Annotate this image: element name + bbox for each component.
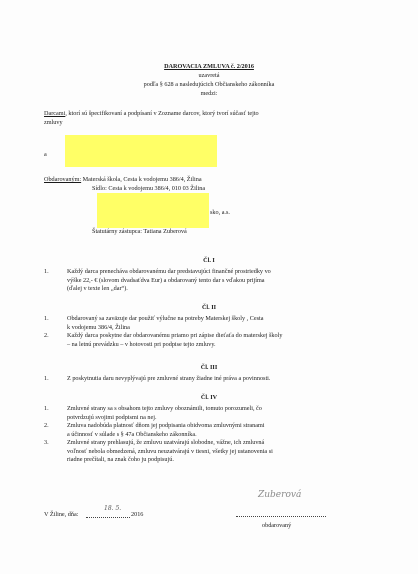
- recipient-line: [44, 176, 202, 184]
- recipient-label: Obdarovaným:: [44, 176, 82, 183]
- donors-label: Darcami: [44, 110, 66, 117]
- bank-partial: sko, a.s.: [210, 209, 230, 216]
- section-heading: Čl. III: [200, 364, 218, 371]
- section-heading: Čl. I: [203, 257, 215, 264]
- redaction-highlight: [97, 193, 209, 228]
- item-number: 3.: [44, 439, 49, 446]
- statutory-rep: Štatutárny zástupca: Tatiana Zuberová: [92, 228, 187, 235]
- item-text-line: Každý darca poskytne dar obdarovanému priamo pri zápise dieťaťa do materskej školy: [67, 332, 283, 339]
- item-text-line: (ďalej v texte len „dar“).: [67, 285, 128, 292]
- subtitle-concluded: uzavretá: [198, 72, 220, 79]
- signature-handwritten: Zuberová: [258, 490, 302, 500]
- item-text-line: voľnosť nebola obmedzená, zmluvu neuzatvárajú v tiesni, všetky jej ustanovenia si: [67, 447, 273, 455]
- item-text-line: Obdarovaný sa zaväzuje dar použiť výlučne na potreby Materskej školy , Cesta: [67, 315, 264, 322]
- item-text-line: Zmluvné strany sa s obsahom tejto zmluvy oboznámili, tomuto porozumeli, čo: [67, 405, 262, 412]
- date-dotted-line: [86, 517, 130, 518]
- recipient-seat: Sídlo: Cesta k vodojemu 386/4, 010 03 Žilina: [92, 185, 206, 192]
- item-text-line: – na letnú prevádzku – v hotovosti pri podpise tejto zmluvy.: [67, 340, 216, 348]
- item-number: 1.: [44, 375, 49, 382]
- item-number: 2.: [44, 422, 49, 429]
- signature-dotted-line: [236, 516, 326, 517]
- donors-text-cont: zmluvy: [44, 119, 63, 126]
- recipient-name: Materská škola, Cesta k vodojemu 386/4, Žilina: [82, 176, 202, 183]
- place-date-prefix: V Žiline, dňa:: [44, 511, 79, 518]
- item-text-line: potvrdzujú svojimi podpismi na nej.: [67, 413, 157, 421]
- item-text-line: Zmluva nadobúda platnosť dňom jej podpisania obidvoma zmluvnými stranami: [67, 422, 265, 429]
- subtitle-law: podľa § 628 a nasledujúcich Občianskeho zákonníka: [143, 81, 275, 88]
- and-label: a: [44, 151, 47, 158]
- redaction-highlight: [65, 135, 217, 167]
- item-number: 2.: [44, 332, 49, 339]
- item-text-line: k vodojemu 386/4, Žilina: [67, 323, 130, 331]
- date-handwritten: 18. 5.: [104, 505, 122, 512]
- section-heading: Čl. II: [201, 304, 217, 311]
- item-text-line: riadne prečítali, na znak čoho ju podpisujú.: [67, 456, 174, 463]
- item-text-line: Každý darca prenecháva obdarovanému dar predstavujúci finančné prostriedky vo: [67, 268, 271, 275]
- section-heading: Čl. IV: [200, 394, 218, 401]
- date-year: 2016: [131, 511, 144, 518]
- donors-text: , ktorí sú špecifikovaní a podpísaní v Zozname darcov, ktorý tvorí súčasť tejto: [65, 110, 259, 117]
- item-text-line: Z poskytnutia daru nevyplývajú pre zmluvné strany žiadne iné práva a povinnosti.: [67, 375, 271, 382]
- item-text-line: výške 22,- € (slovom dvadsaťdva Eur) a obdarovaný tento dar s vďakou prijíma: [67, 276, 265, 284]
- signature-label: obdarovaný: [262, 522, 292, 529]
- item-number: 1.: [44, 405, 49, 412]
- subtitle-between: medzi:: [200, 90, 218, 97]
- item-text-line: a účinnosť v súlade s § 47a Občianskeho zákonníka.: [67, 430, 197, 438]
- item-number: 1.: [44, 268, 49, 275]
- donors-line: [44, 110, 259, 118]
- contract-title: DAROVACIA ZMLUVA č. 2/2016: [164, 63, 254, 70]
- item-number: 1.: [44, 315, 49, 322]
- item-text-line: Zmluvné strany prehlasujú, že zmluvu uzatvárajú slobodne, vážne, ich zmluvná: [67, 439, 265, 446]
